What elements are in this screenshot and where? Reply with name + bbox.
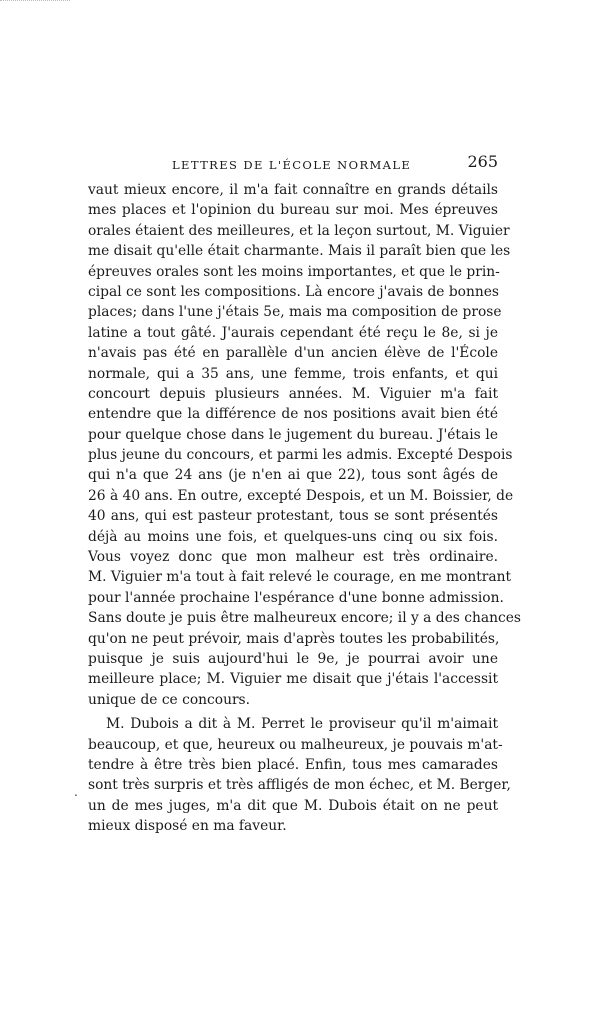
text-line: vaut mieux encore, il m'a fait connaître en grands détails	[88, 182, 498, 198]
text-line: concourt depuis plusieurs années. M. Viguier m'a fait	[88, 385, 498, 402]
text-line: puisque je suis aujourd'hui le 9e, je pourrai avoir une	[88, 650, 498, 667]
text-line: Sans doute je puis être malheureux encore; il y a des chances	[88, 610, 521, 627]
text-line: sont très surpris et très affligés de mon échec, et M. Berger,	[88, 777, 511, 794]
text-line: latine a tout gâté. J'aurais cependant été reçu le 8e, si je	[88, 324, 498, 341]
text-line: n'avais pas été en parallèle d'un ancien élève de l'École	[88, 345, 498, 362]
text-line: orales étaient des meilleures, et la leçon surtout, M. Viguier	[88, 222, 510, 239]
text-line: entendre que la différence de nos positions avait bien été	[88, 406, 498, 423]
text-line: normale, qui a 35 ans, une femme, trois enfants, et qui	[88, 365, 498, 382]
text-line: tendre à être très bien placé. Enfin, tous mes camarades	[88, 756, 498, 773]
text-line: plus jeune du concours, et parmi les admis. Excepté Despois	[88, 447, 513, 464]
text-line: pour quelque chose dans le jugement du bureau. J'étais le	[88, 426, 498, 443]
text-line: 26 à 40 ans. En outre, excepté Despois, et un M. Boissier, de	[88, 487, 514, 504]
paragraph-1	[88, 180, 521, 710]
text-line: mieux disposé en ma faveur.	[88, 818, 287, 835]
body-text	[88, 180, 521, 837]
scan-edge-artifact	[0, 0, 70, 5]
page-number: 265	[467, 152, 498, 171]
text-line: cipal ce sont les compositions. Là encore j'avais de bonnes	[88, 283, 500, 300]
text-line: un de mes juges, m'a dit que M. Dubois était on ne peut	[88, 797, 498, 814]
text-line: qui n'a que 24 ans (je n'en ai que 22), tous sont âgés de	[88, 467, 498, 484]
text-line: 40 ans, qui est pasteur protestant, tous se sont présentés	[88, 508, 498, 525]
text-line: mes places et l'opinion du bureau sur moi. Mes épreuves	[88, 202, 498, 219]
text-line: qu'on ne peut prévoir, mais d'après toutes les probabilités,	[88, 630, 500, 647]
text-line: unique de ce concours.	[88, 691, 251, 708]
text-line: places; dans l'une j'étais 5e, mais ma composition de prose	[88, 304, 502, 321]
text-line: M. Viguier m'a tout à fait relevé le courage, en me montrant	[88, 569, 512, 586]
margin-mark: .	[74, 785, 78, 799]
text-line: pour l'année prochaine l'espérance d'une bonne admission.	[88, 589, 504, 606]
text-line: me disait qu'elle était charmante. Mais il paraît bien que les	[88, 243, 511, 260]
text-line: épreuves orales sont les moins importantes, et que le prin-	[88, 263, 500, 280]
running-title: LETTRES DE L'ÉCOLE NORMALE	[172, 158, 412, 172]
text-line: M. Dubois a dit à M. Perret le proviseur qu'il m'aimait	[106, 716, 498, 733]
text-line: meilleure place; M. Viguier me disait que j'étais l'accessit	[88, 671, 498, 688]
text-line: Vous voyez donc que mon malheur est très ordinaire.	[88, 549, 498, 566]
paragraph-2	[88, 714, 511, 836]
page-header	[88, 152, 498, 174]
text-line: beaucoup, et que, heureux ou malheureux, je pouvais m'at-	[88, 736, 503, 753]
text-line: déjà au moins une fois, et quelques-uns cinq ou six fois.	[88, 528, 498, 545]
